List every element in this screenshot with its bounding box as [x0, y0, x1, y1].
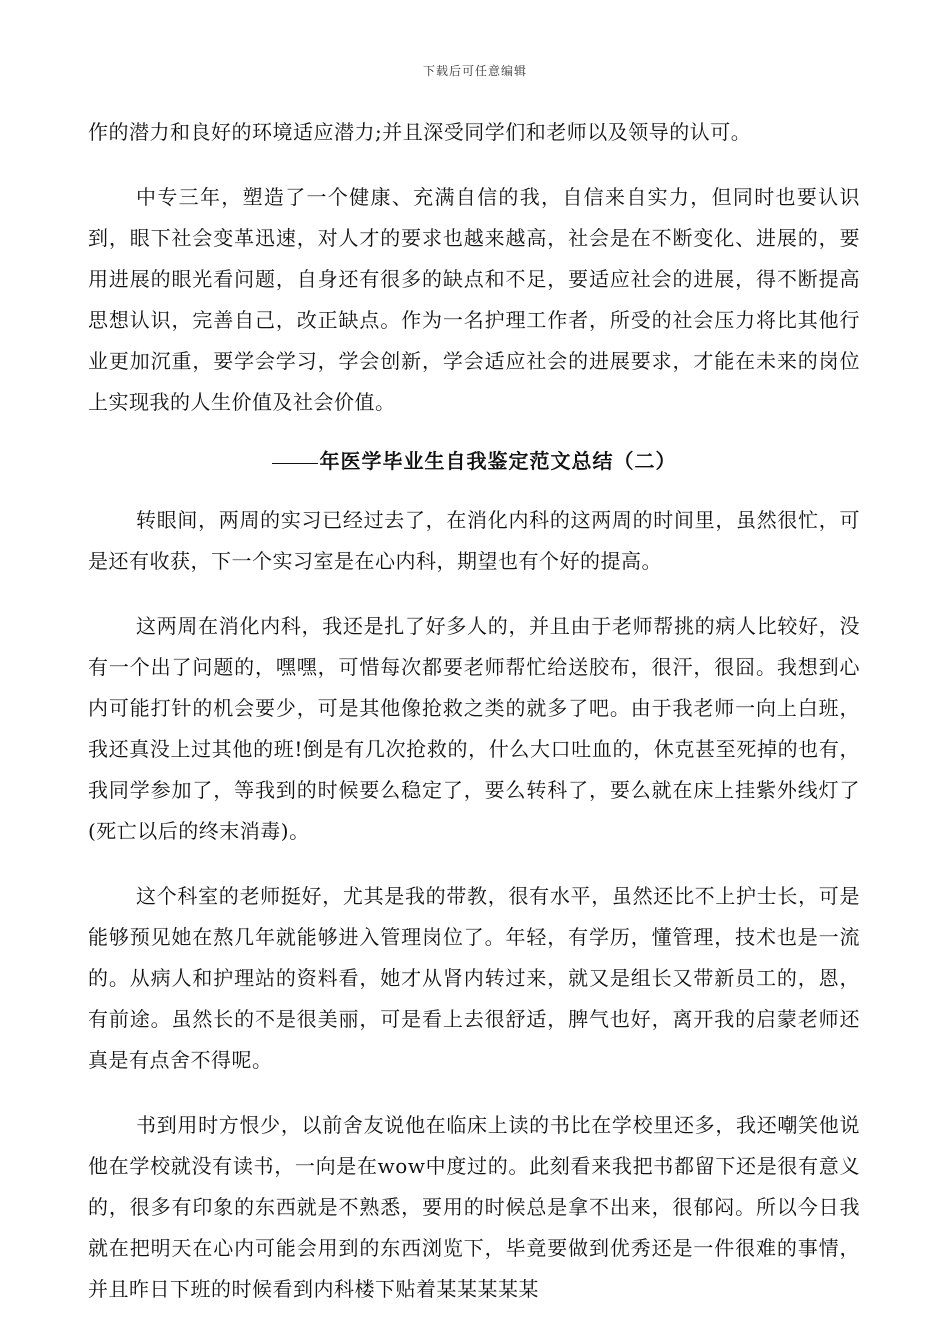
paragraph-teacher: 这个科室的老师挺好，尤其是我的带教，很有水平，虽然还比不上护士长，可是能够预见她在熬几年就能够进入管理岗位了。年轻，有学历，懂管理，技术也是一流的。从病人和护理站的资料看，她才从肾内转过来，就又是组长又带新员工的，恩，有前途。虽然长的不是很美丽，可是看上去很舒适，脾气也好，离开我的启蒙老师还真是有点舍不得呢。 [88, 884, 860, 1072]
paragraph-department: 这两周在消化内科，我还是扎了好多人的，并且由于老师帮挑的病人比较好，没有一个出了问题的，嘿嘿，可惜每次都要老师帮忙给送胶布，很汗，很囧。我想到心内可能打针的机会要少，可是其他像抢救之类的就多了吧。由于我老师一向上白班，我还真没上过其他的班!倒是有几次抢救的，什么大口吐血的，休克甚至死掉的也有，我同学参加了，等我到的时候要么稳定了，要么转科了，要么就在床上挂紫外线灯了(死亡以后的终末消毒)。 [88, 614, 860, 843]
document-body [88, 112, 860, 1310]
section-title [88, 441, 860, 482]
paragraph-continuation: 作的潜力和良好的环境适应潜力;并且深受同学们和老师以及领导的认可。 [88, 120, 752, 144]
year-blank-line [272, 463, 318, 464]
paragraph-books: 书到用时方恨少，以前舍友说他在临床上读的书比在学校里还多，我还嘲笑他说他在学校就没有读书，一向是在wow中度过的。此刻看来我把书都留下还是很有意义的，很多有印象的东西就是不熟悉，要用的时候总是拿不出来，很郁闷。所以今日我就在把明天在心内可能会用到的东西浏览下，毕竟要做到优秀还是一件很难的事情，并且昨日下班的时候看到内科楼下贴着某某某某某 [88, 1113, 860, 1301]
paragraph-summary: 中专三年，塑造了一个健康、充满自信的我，自信来自实力，但同时也要认识到，眼下社会变革迅速，对人才的要求也越来越高，社会是在不断变化、进展的，要用进展的眼光看问题，自身还有很多的缺点和不足，要适应社会的进展，得不断提高思想认识，完善自己，改正缺点。作为一名护理工作者，所受的社会压力将比其他行业更加沉重，要学会学习，学会创新，学会适应社会的进展要求，才能在未来的岗位上实现我的人生价值及社会价值。 [88, 185, 860, 414]
paragraph-intro: 转眼间，两周的实习已经过去了，在消化内科的这两周的时间里，虽然很忙，可是还有收获，下一个实习室是在心内科，期望也有个好的提高。 [88, 508, 860, 573]
page-header-note: 下载后可任意编辑 [422, 64, 527, 78]
section-title-text: 年医学毕业生自我鉴定范文总结（二） [319, 449, 677, 473]
